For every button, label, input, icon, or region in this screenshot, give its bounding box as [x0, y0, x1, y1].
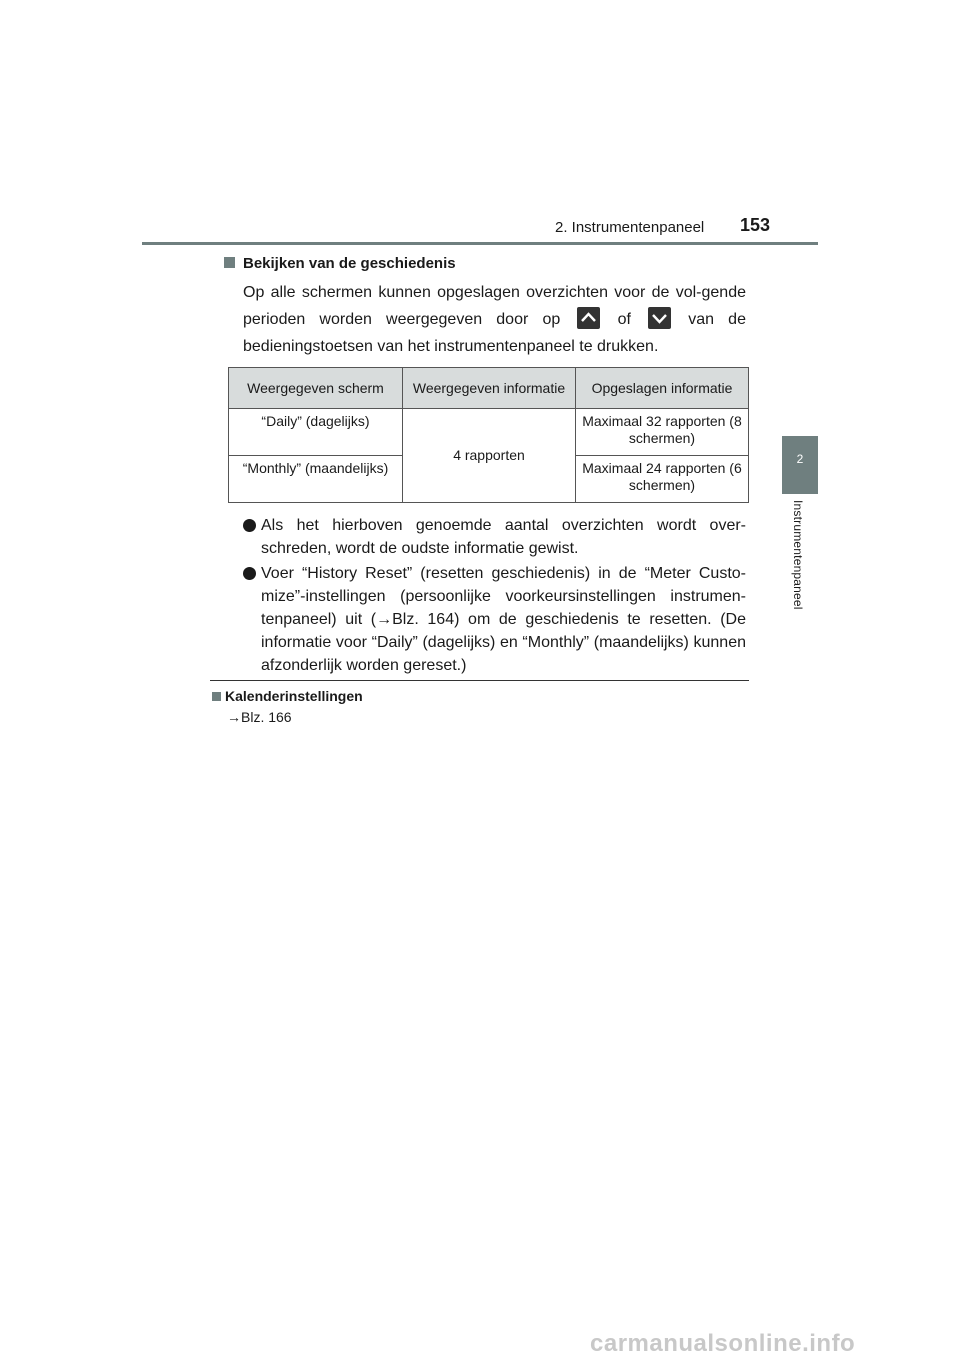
header-divider: [142, 242, 818, 245]
page-reference-link[interactable]: →Blz. 166: [227, 709, 292, 725]
chevron-up-icon: [577, 307, 600, 329]
table-cell: 4 rapporten: [403, 409, 576, 503]
footnote-divider: [210, 680, 749, 681]
footnote-title: Kalenderinstellingen: [225, 688, 363, 704]
footnote-heading: [212, 688, 363, 704]
bullet-list: [243, 514, 746, 679]
section-title: Bekijken van de geschiedenis: [243, 255, 456, 272]
chevron-down-icon: [648, 307, 671, 329]
bullet-dot-icon: [243, 519, 256, 532]
chapter-tab-label: Instrumentenpaneel: [791, 500, 805, 610]
list-item-text: Voer “History Reset” (resetten geschiedenis) in de “Meter Custo-mize”-instellingen (persoonlijke voorkeursinstellingen instrumen-tenpaneel) uit (→Blz. 164) om de geschiedenis te resetten. (De informatie voor “Daily” (dagelijks) en “Monthly” (maandelijks) kunnen afzonderlijk worden gereset.): [261, 565, 746, 674]
page-number: 153: [740, 215, 771, 235]
table-header-row: [229, 368, 749, 409]
square-bullet-icon: [212, 692, 221, 701]
list-item-text: Als het hierboven genoemde aantal overzichten wordt over-schreden, wordt de oudste informatie gewist.: [261, 517, 746, 557]
intro-text-part3: van de bedieningstoetsen van het instrumentenpaneel te drukken.: [243, 311, 746, 355]
intro-paragraph: [243, 279, 746, 360]
table-cell: “Monthly” (maandelijks): [229, 456, 403, 503]
square-bullet-icon: [224, 257, 235, 268]
table-cell: Maximaal 24 rapporten (6 schermen): [576, 456, 749, 503]
table-header: Weergegeven informatie: [403, 368, 576, 409]
list-item: [243, 562, 746, 677]
chapter-tab-number: 2: [796, 452, 804, 466]
table-row: [229, 409, 749, 456]
table-cell: Maximaal 32 rapporten (8 schermen): [576, 409, 749, 456]
table-cell: “Daily” (dagelijks): [229, 409, 403, 456]
intro-text-part1: Op alle schermen kunnen opgeslagen overzichten voor de vol-gende perioden worden weergegeven door op: [243, 284, 746, 328]
list-item: [243, 514, 746, 560]
running-header-section: 2. Instrumentenpaneel: [555, 219, 705, 236]
table-header: Opgeslagen informatie: [576, 368, 749, 409]
intro-text-part2: of: [617, 311, 631, 328]
history-table: [228, 367, 749, 503]
section-heading: [224, 255, 456, 272]
bullet-dot-icon: [243, 567, 256, 580]
chapter-tab: [782, 436, 818, 494]
table-header: Weergegeven scherm: [229, 368, 403, 409]
watermark: carmanualsonline.info: [590, 1330, 856, 1357]
